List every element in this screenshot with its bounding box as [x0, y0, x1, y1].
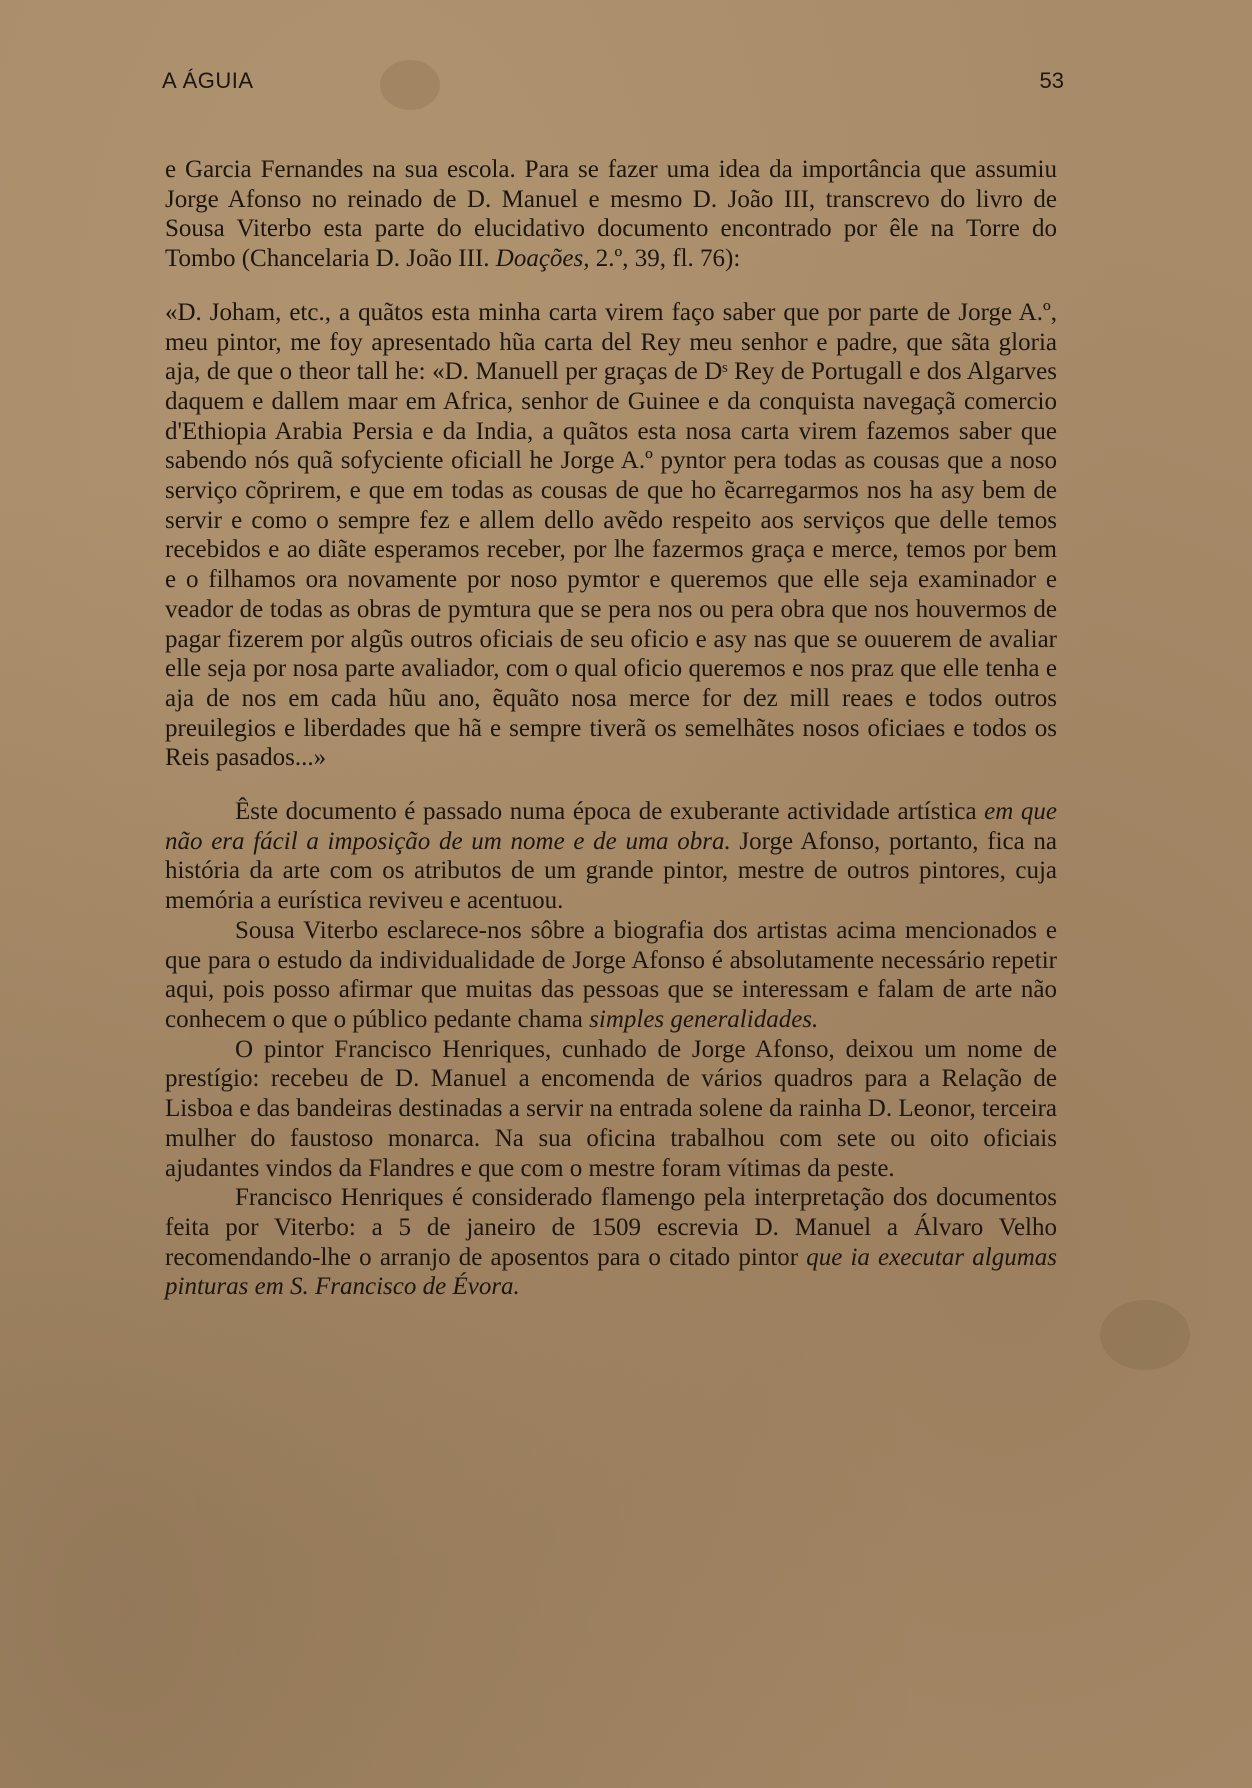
quote-text: «D. Joham, etc., a quãtos esta minha carta virem faço saber que por parte de Jorge A.º, meu pintor, me foy apresentado hũa carta del Rey meu senhor e padre, que sãta gloria aja, de que o theor tall he: «D. Manuell per graças de Dˢ Rey de Portugall e dos Algarves daquem e dallem maar em Africa, senhor de Guinee e da conquista navegaçã comercio d'Ethiopia Arabia Persia e da India, a quãtos esta nosa carta virem fazemos saber que sabendo nós quã sofyciente oficiall he Jorge A.º pyntor pera todas as cousas que a noso serviço cõprirem, e que em todas as cousas de que ho ẽcarregarmos nos ha asy bem de servir e como o sempre fez e allem dello avẽdo respeito aos serviços que delle temos recebidos e ao diãte esperamos receber, por lhe fazermos graça e merce, temos por bem e o filhamos ora novamente por noso pymtor e queremos que elle seja examinador e veador de todas as obras de pymtura que se pera nos ou pera obra que nos houvermos de pagar fizerem por algũs outros oficiais de seu oficio e asy nas que se ouuerem de avaliar elle seja por nosa parte avaliador, com o qual oficio queremos e nos praz que elle tenha e aja de nos em cada hũu ano, ẽquãto nosa merce for dez mill reaes e todos outros preuilegios e liberdades que hã e sempre tiverã os semelhãtes nosos oficiaes e todos os Reis pasados...» — [165, 298, 1057, 772]
paragraph-6-text: Francisco Henriques é considerado flamengo pela interpretação dos documentos feita por Viterbo: a 5 de janeiro de 1509 escrevia D. Manuel a Álvaro Velho recomendando-lhe o arranjo de aposentos para o citado pintor — [165, 1184, 1057, 1271]
paragraph-3-text: Êste documento é passado numa época de exuberante actividade artística — [235, 798, 985, 826]
paragraph-1 — [165, 155, 1057, 274]
body-text — [165, 155, 1057, 1302]
paragraph-1-tail: 2.º, 39, fl. 76): — [589, 245, 741, 273]
paragraph-6-italic: que ia executar algumas pinturas em S. Francisco de Évora. — [165, 1243, 1057, 1301]
page-header — [162, 68, 1062, 108]
paragraph-4-italic: simples generalidades. — [589, 1005, 819, 1033]
paragraph-6 — [165, 1183, 1057, 1302]
paragraph-5 — [165, 1035, 1057, 1184]
paragraph-4-text: Sousa Viterbo esclarece-nos sôbre a biografia dos artistas acima mencionados e que para o estudo da individualidade de Jorge Afonso é absolutamente necessário repetir aqui, pois posso afirmar que muitas das pessoas que se interessam e falam de arte não conhecem o que o público pedante chama — [165, 916, 1057, 1033]
stain — [1100, 1300, 1190, 1370]
page-number: 53 — [1039, 68, 1064, 93]
royal-letter-quote — [165, 298, 1057, 773]
paragraph-3 — [165, 797, 1057, 916]
running-title: A ÁGUIA — [162, 68, 254, 93]
paragraph-1-italic: Doações, — [495, 245, 590, 273]
paragraph-4 — [165, 916, 1057, 1035]
paragraph-5-text: O pintor Francisco Henriques, cunhado de Jorge Afonso, deixou um nome de prestígio: recebeu de D. Manuel a encomenda de vários quadros para a Relação de Lisboa e das bandeiras destinadas a servir na entrada solene da rainha D. Leonor, terceira mulher do faustoso monarca. Na sua oficina trabalhou com sete ou oito oficiais ajudantes vindos da Flandres e que com o mestre foram vítimas da peste. — [165, 1035, 1057, 1182]
paragraph-1-text: e Garcia Fernandes na sua escola. Para se fazer uma idea da importância que assumiu Jorge Afonso no reinado de D. Manuel e mesmo D. João III, transcrevo do livro de Sousa Viterbo esta parte do elucidativo documento encontrado por êle na Torre do Tombo (Chancelaria D. João III. — [165, 156, 1057, 273]
paragraph-3-tail: Jorge Afonso, portanto, fica na história da arte com os atributos de um grande pintor, mestre de outros pintores, cuja memória a eurística reviveu e acentuou. — [165, 827, 1057, 915]
paragraph-3-italic: em que não era fácil a imposição de um nome e de uma obra. — [165, 798, 1057, 855]
